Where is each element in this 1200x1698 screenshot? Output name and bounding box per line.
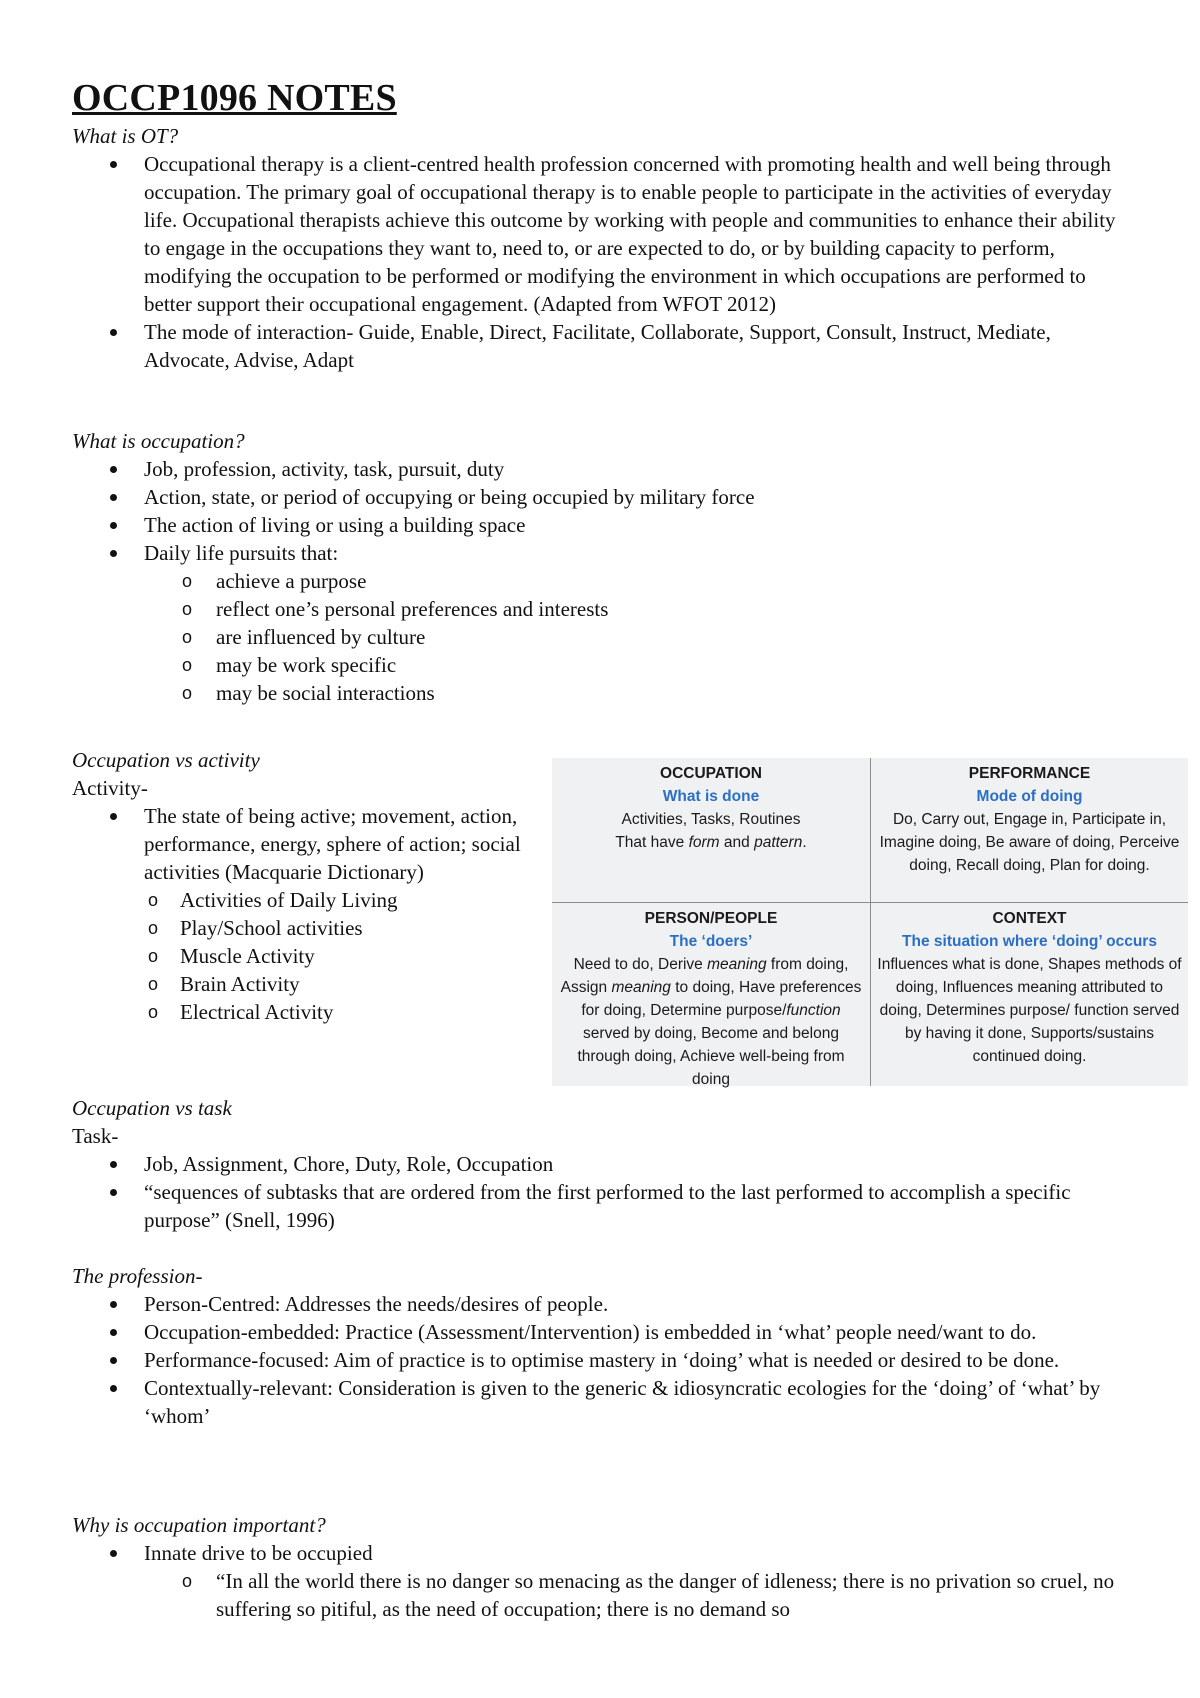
cell-performance (870, 758, 1188, 902)
list-item: Occupation-embedded: Practice (Assessment/Intervention) is embedded in ‘what’ people need/want to do. (72, 1318, 1132, 1346)
list-item: Daily life pursuits that: (72, 539, 1132, 567)
sub-list-item: o Activities of Daily Living (72, 886, 542, 914)
list-item: Contextually-relevant: Consideration is given to the generic & idiosyncratic ecologies for the ‘doing’ of ‘what’ by ‘whom’ (72, 1374, 1132, 1430)
section-heading: Occupation vs task (72, 1096, 232, 1120)
sub-list-item: o Play/School activities (72, 914, 542, 942)
sub-list-item: o Muscle Activity (72, 942, 542, 970)
cell-subtitle: The ‘doers’ (669, 933, 753, 950)
list-item: Job, Assignment, Chore, Duty, Role, Occupation (72, 1150, 1132, 1178)
section-heading: What is occupation? (72, 429, 245, 453)
section-heading: Why is occupation important? (72, 1513, 326, 1537)
section-what-is-ot (72, 122, 1132, 374)
concept-table (552, 758, 1188, 1086)
section-occupation-vs-task (72, 1094, 1132, 1234)
bullet-list (72, 1290, 1132, 1430)
section-why-occupation-important (72, 1511, 1132, 1623)
section-heading: Occupation vs activity (72, 748, 260, 772)
cell-title: CONTEXT (992, 910, 1067, 927)
cell-title: PERSON/PEOPLE (644, 910, 778, 927)
section-occupation-vs-activity (72, 746, 542, 1026)
bullet-list (72, 150, 1132, 374)
cell-text: Influences what is done, Shapes methods of doing, Influences meaning attributed to doing, Determines purpose/ function served by having it done, Supports/sustains continued doing. (877, 956, 1182, 1065)
cell-text: Activities, Tasks, Routines (621, 811, 801, 828)
sub-list-item: o reflect one’s personal preferences and interests (72, 595, 1132, 623)
section-what-is-occupation (72, 427, 1132, 707)
bullet-list (72, 802, 542, 886)
list-item: Action, state, or period of occupying or being occupied by military force (72, 483, 1132, 511)
sub-list-item: o achieve a purpose (72, 567, 1132, 595)
sub-list-item: o may be social interactions (72, 679, 1132, 707)
list-item: The mode of interaction- Guide, Enable, Direct, Facilitate, Collaborate, Support, Consult, Instruct, Mediate, Advocate, Advise, Adapt (72, 318, 1132, 374)
cell-subtitle: Mode of doing (976, 788, 1083, 805)
sub-list-item: o Brain Activity (72, 970, 542, 998)
activity-label: Activity- (72, 776, 148, 800)
section-heading: The profession- (72, 1264, 203, 1288)
bullet-list (72, 1150, 1132, 1234)
cell-subtitle: The situation where ‘doing’ occurs (902, 933, 1157, 950)
sub-list-item: o may be work specific (72, 651, 1132, 679)
cell-subtitle: What is done (662, 788, 760, 805)
cell-person (552, 902, 870, 1086)
list-item: Performance-focused: Aim of practice is to optimise mastery in ‘doing’ what is needed or desired to be done. (72, 1346, 1132, 1374)
list-item: Person-Centred: Addresses the needs/desires of people. (72, 1290, 1132, 1318)
cell-text: Do, Carry out, Engage in, Participate in, Imagine doing, Be aware of doing, Perceive doing, Recall doing, Plan for doing. (879, 811, 1180, 874)
list-item: The state of being active; movement, action, performance, energy, sphere of action; social activities (Macquarie Dictionary) (72, 802, 542, 886)
list-item: “sequences of subtasks that are ordered from the first performed to the last performed to accomplish a specific purpose” (Snell, 1996) (72, 1178, 1132, 1234)
section-heading: What is OT? (72, 124, 179, 148)
cell-title: OCCUPATION (660, 765, 762, 782)
cell-title: PERFORMANCE (968, 765, 1091, 782)
cell-occupation (552, 758, 870, 902)
sub-list-item: o are influenced by culture (72, 623, 1132, 651)
cell-context (870, 902, 1188, 1086)
bullet-list (72, 455, 1132, 567)
sub-list-item: o Electrical Activity (72, 998, 542, 1026)
sub-list (72, 1567, 1132, 1623)
sub-list (72, 567, 1132, 707)
task-label: Task- (72, 1124, 119, 1148)
sub-list (72, 886, 542, 1026)
list-item: Occupational therapy is a client-centred health profession concerned with promoting health and well being through occupation. The primary goal of occupational therapy is to enable people to participate in the activities of everyday life. Occupational therapists achieve this outcome by working with people and communities to enhance their ability to engage in the occupations they want to, need to, or are expected to do, or by building capacity to perform, modifying the occupation to be performed or modifying the environment in which occupations are performed to better support their occupational engagement. (Adapted from WFOT 2012) (72, 150, 1132, 318)
cell-text: Need to do, Derive meaning from doing, Assign meaning to doing, Have preferences for doing, Determine purpose/function served by doing, Become and belong through doing, Achieve well-being from doing (560, 956, 862, 1088)
sub-list-item: o “In all the world there is no danger so menacing as the danger of idleness; there is no privation so cruel, no suffering so pitiful, as the need of occupation; there is no demand so (72, 1567, 1132, 1623)
cell-text: That have form and pattern. (615, 834, 807, 851)
list-item: The action of living or using a building space (72, 511, 1132, 539)
section-the-profession (72, 1262, 1132, 1430)
list-item: Innate drive to be occupied (72, 1539, 1132, 1567)
list-item: Job, profession, activity, task, pursuit, duty (72, 455, 1132, 483)
page-title: OCCP1096 NOTES (72, 77, 397, 119)
bullet-list (72, 1539, 1132, 1567)
